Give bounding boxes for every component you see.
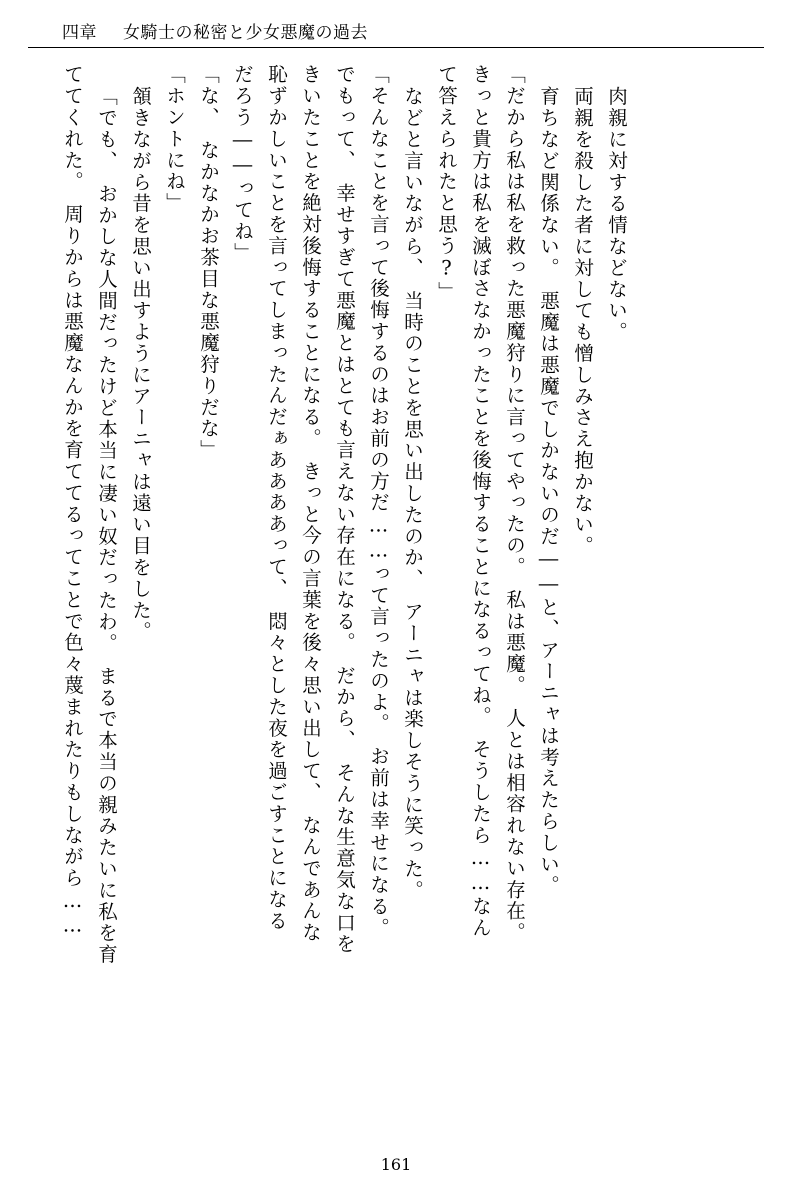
text-column: などと言いながら、 当時のことを思い出したのか、 アーニャは楽しそうに笑った。 <box>401 86 424 902</box>
chapter-number: 四章 <box>62 23 97 43</box>
text-column: 「そんなことを言って後悔するのはお前の方だ……って言ったのよ。 お前は幸せになる。 <box>367 64 390 939</box>
running-header <box>62 18 368 43</box>
text-column: でもって、 幸せすぎて悪魔とはとても言えない存在になる。 だから、 そんな生意気な口を <box>333 64 356 955</box>
text-column: 「ホントにね」 <box>163 64 186 214</box>
text-column: 「だから私は私を救った悪魔狩りに言ってやったの。 私は悪魔。 人とは相容れない存在。 <box>503 64 526 944</box>
text-column: 育ちなど関係ない。 悪魔は悪魔でしかないのだ――と、アーニャは考えたらしい。 <box>537 86 560 897</box>
chapter-title: 女騎士の秘密と少女悪魔の過去 <box>123 23 368 43</box>
text-column: だろう――ってね」 <box>231 64 254 264</box>
text-column: て答えられたと思う?」 <box>435 64 458 303</box>
header-rule <box>28 47 764 48</box>
text-column: ててくれた。 周りからは悪魔なんかを育ててるってことで色々蔑まれたりもしながら…… <box>61 64 84 939</box>
text-column: 両親を殺した者に対しても憎しみさえ抱かない。 <box>571 86 594 557</box>
body-text <box>48 64 748 1154</box>
text-column: 恥ずかしいことを言ってしまったんだぁああああって、 悶々とした夜を過ごすことになる <box>265 64 288 932</box>
text-column: 「でも、 おかしな人間だったけど本当に凄い奴だったわ。 まるで本当の親みたいに私を育 <box>95 86 118 966</box>
text-column: 頷きながら昔を思い出すようにアーニャは遠い目をした。 <box>129 86 152 643</box>
page-number: 161 <box>380 1155 412 1174</box>
text-column: きっと貴方は私を滅ぼさなかったことを後悔することになるってね。 そうしたら……なん <box>469 64 492 939</box>
text-column: 「な、 なかなかお茶目な悪魔狩りだな」 <box>197 64 220 461</box>
text-column: 肉親に対する情などない。 <box>605 86 628 343</box>
text-column: きいたことを絶対後悔することになる。 きっと今の言葉を後々思い出して、 なんであんな <box>299 64 322 944</box>
